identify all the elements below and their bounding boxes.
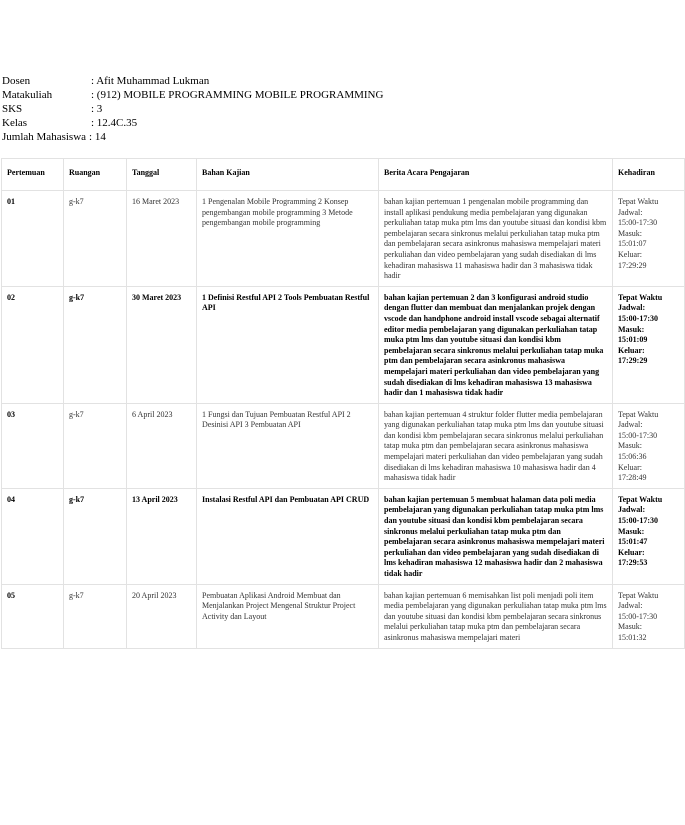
kehadiran-line: 15:00-17:30 bbox=[618, 611, 658, 621]
header-ruangan: Ruangan bbox=[64, 159, 127, 191]
cell-berita-acara: bahan kajian pertemuan 1 pengenalan mobile programming dan install aplikasi pendukung media pembelajaran yang digunakan perkuliahan tatap muka ptm lms dan youtube situasi dan kondisi kbm pembelajaran secara sinkronus melalui perkuliahan tatap muka ptm dan pembelajaran secara asinkronus mahasiswa mempelajari materi perkuliahan dan video pembelajaran yang sudah disediakan di lms kehadiran mahasiswa 11 mahasiswa hadir dan 3 mahasiswa tidak hadir bbox=[379, 191, 613, 287]
attendance-table-wrap bbox=[1, 158, 663, 649]
table-row bbox=[2, 286, 685, 403]
table-row bbox=[2, 488, 685, 584]
cell-pertemuan: 05 bbox=[2, 584, 64, 648]
info-row-kelas bbox=[2, 116, 383, 130]
cell-pertemuan: 04 bbox=[2, 488, 64, 584]
header-tanggal: Tanggal bbox=[127, 159, 197, 191]
info-row-sks bbox=[2, 102, 383, 116]
kehadiran-line: 17:29:29 bbox=[618, 356, 648, 366]
cell-bahan-kajian: 1 Pengenalan Mobile Programming 2 Konsep pengembangan mobile programming 3 Metode pengembangan mobile programming bbox=[197, 191, 379, 287]
info-row-jumlah bbox=[2, 130, 383, 144]
cell-ruangan: g-k7 bbox=[64, 286, 127, 403]
kehadiran-line: 17:29:29 bbox=[618, 260, 647, 270]
kehadiran-line: Masuk: bbox=[618, 441, 642, 451]
kehadiran-line: Tepat Waktu bbox=[618, 197, 659, 206]
kehadiran-line: 15:01:47 bbox=[618, 537, 648, 547]
course-info bbox=[2, 74, 383, 144]
table-header-row bbox=[2, 159, 685, 191]
cell-tanggal: 6 April 2023 bbox=[127, 403, 197, 488]
kehadiran-line: 15:00-17:30 bbox=[618, 313, 658, 323]
kehadiran-line: Masuk: bbox=[618, 526, 645, 536]
kehadiran-line: Keluar: bbox=[618, 462, 642, 472]
info-value: : (912) MOBILE PROGRAMMING MOBILE PROGRAMMING bbox=[91, 89, 384, 101]
kehadiran-line: Masuk: bbox=[618, 622, 642, 632]
table-row bbox=[2, 191, 685, 287]
info-label: Jumlah Mahasiswa bbox=[2, 131, 87, 143]
header-pertemuan: Pertemuan bbox=[2, 159, 64, 191]
info-label: Matakuliah bbox=[2, 89, 53, 101]
info-value: : Afit Muhammad Lukman bbox=[91, 75, 210, 87]
kehadiran-line: Tepat Waktu bbox=[618, 494, 663, 504]
kehadiran-line: Jadwal: bbox=[618, 303, 646, 313]
info-label: SKS bbox=[2, 103, 23, 115]
cell-bahan-kajian: 1 Fungsi dan Tujuan Pembuatan Restful API 2 Desinisi API 3 Pembuatan API bbox=[197, 403, 379, 488]
cell-bahan-kajian: Instalasi Restful API dan Pembuatan API CRUD bbox=[197, 488, 379, 584]
info-value: : 12.4C.35 bbox=[91, 117, 138, 129]
cell-tanggal: 20 April 2023 bbox=[127, 584, 197, 648]
cell-bahan-kajian: Pembuatan Aplikasi Android Membuat dan Menjalankan Project Mengenal Struktur Project Activity dan Layout bbox=[197, 584, 379, 648]
cell-berita-acara: bahan kajian pertemuan 2 dan 3 konfigurasi android studio dengan flutter dan membuat dan menjalankan projek dengan vscode dan handphone android install vscode sebagai alternatif editor media pembelajaran yang digunakan perkuliahan tatap muka ptm lms dan youtube situasi dan kondisi kbm pembelajaran secara sinkronus melalui perkuliahan tatap muka ptm dan pembelajaran secara asinkronus mahasiswa mempelajari materi perkuliahan dan video pembelajaran yang sudah disediakan di lms kehadiran mahasiswa 13 mahasiswa hadir dan 1 mahasiswa tidak hadir bbox=[379, 286, 613, 403]
header-berita-acara: Berita Acara Pengajaran bbox=[379, 159, 613, 191]
kehadiran-line: Jadwal: bbox=[618, 505, 646, 515]
cell-tanggal: 16 Maret 2023 bbox=[127, 191, 197, 287]
cell-kehadiran bbox=[613, 403, 685, 488]
kehadiran-line: Keluar: bbox=[618, 547, 645, 557]
info-label: Kelas bbox=[2, 117, 28, 129]
header-kehadiran: Kehadiran bbox=[613, 159, 685, 191]
cell-kehadiran bbox=[613, 286, 685, 403]
cell-berita-acara: bahan kajian pertemuan 4 struktur folder flutter media pembelajaran yang digunakan perkuliahan tatap muka ptm lms dan youtube situasi dan kondisi kbm pembelajaran secara sinkronus melalui perkuliahan tatap muka ptm dan pembelajaran secara asinkronus mahasiswa mempelajari materi perkuliahan dan video pembelajaran yang sudah disediakan di lms kehadiran mahasiswa 10 mahasiswa hadir dan 4 mahasiswa tidak hadir bbox=[379, 403, 613, 488]
cell-berita-acara: bahan kajian pertemuan 5 membuat halaman data poli media pembelajaran yang digunakan perkuliahan tatap muka ptm lms dan youtube situasi dan kondisi kbm pembelajaran secara sinkronus melalui perkuliahan tatap muka ptm dan pembelajaran secara asinkronus mahasiswa mempelajari materi perkuliahan dan video pembelajaran yang sudah disediakan di lms kehadiran mahasiswa 12 mahasiswa hadir dan 2 mahasiswa tidak hadir bbox=[379, 488, 613, 584]
kehadiran-line: 15:00-17:30 bbox=[618, 516, 658, 526]
kehadiran-line: Tepat Waktu bbox=[618, 409, 659, 419]
cell-bahan-kajian: 1 Definisi Restful API 2 Tools Pembuatan Restful API bbox=[197, 286, 379, 403]
table-row bbox=[2, 584, 685, 648]
cell-kehadiran bbox=[613, 191, 685, 287]
kehadiran-line: 17:29:53 bbox=[618, 558, 648, 568]
table-row bbox=[2, 403, 685, 488]
kehadiran-line: 15:00-17:30 bbox=[618, 218, 658, 228]
kehadiran-line: Jadwal: bbox=[618, 420, 643, 430]
kehadiran-line: 15:01:07 bbox=[618, 239, 647, 249]
kehadiran-line: Masuk: bbox=[618, 324, 645, 334]
info-value: : 3 bbox=[91, 103, 103, 115]
kehadiran-line: 15:01:32 bbox=[618, 632, 647, 642]
cell-ruangan: g-k7 bbox=[64, 584, 127, 648]
kehadiran-line: Jadwal: bbox=[618, 601, 643, 611]
info-label: Dosen bbox=[2, 75, 31, 87]
info-row-matakuliah bbox=[2, 88, 383, 102]
kehadiran-line: 15:01:09 bbox=[618, 335, 648, 345]
cell-ruangan: g-k7 bbox=[64, 403, 127, 488]
kehadiran-line: Keluar: bbox=[618, 249, 642, 259]
kehadiran-line: 17:28:49 bbox=[618, 473, 647, 483]
info-row-dosen bbox=[2, 74, 383, 88]
kehadiran-line: 15:00-17:30 bbox=[618, 430, 658, 440]
cell-pertemuan: 01 bbox=[2, 191, 64, 287]
cell-pertemuan: 02 bbox=[2, 286, 64, 403]
header-bahan-kajian: Bahan Kajian bbox=[197, 159, 379, 191]
kehadiran-line: Jadwal: bbox=[618, 207, 643, 217]
cell-tanggal: 30 Maret 2023 bbox=[127, 286, 197, 403]
kehadiran-line: Tepat Waktu bbox=[618, 292, 663, 302]
cell-ruangan: g-k7 bbox=[64, 191, 127, 287]
kehadiran-line: Keluar: bbox=[618, 345, 645, 355]
cell-pertemuan: 03 bbox=[2, 403, 64, 488]
cell-ruangan: g-k7 bbox=[64, 488, 127, 584]
info-value: : 14 bbox=[89, 131, 106, 143]
cell-kehadiran bbox=[613, 488, 685, 584]
kehadiran-line: Tepat Waktu bbox=[618, 590, 659, 600]
cell-kehadiran bbox=[613, 584, 685, 648]
kehadiran-line: Masuk: bbox=[618, 228, 642, 238]
kehadiran-line: 15:06:36 bbox=[618, 452, 647, 462]
cell-tanggal: 13 April 2023 bbox=[127, 488, 197, 584]
cell-berita-acara: bahan kajian pertemuan 6 memisahkan list poli menjadi poli item media pembelajaran yang digunakan perkuliahan tatap muka ptm lms dan youtube situasi dan kondisi kbm pembelajaran secara sinkronus melalui perkuliahan tatap muka ptm dan pembelajaran secara asinkronus mahasiswa mempelajari materi bbox=[379, 584, 613, 648]
attendance-table bbox=[1, 158, 685, 649]
